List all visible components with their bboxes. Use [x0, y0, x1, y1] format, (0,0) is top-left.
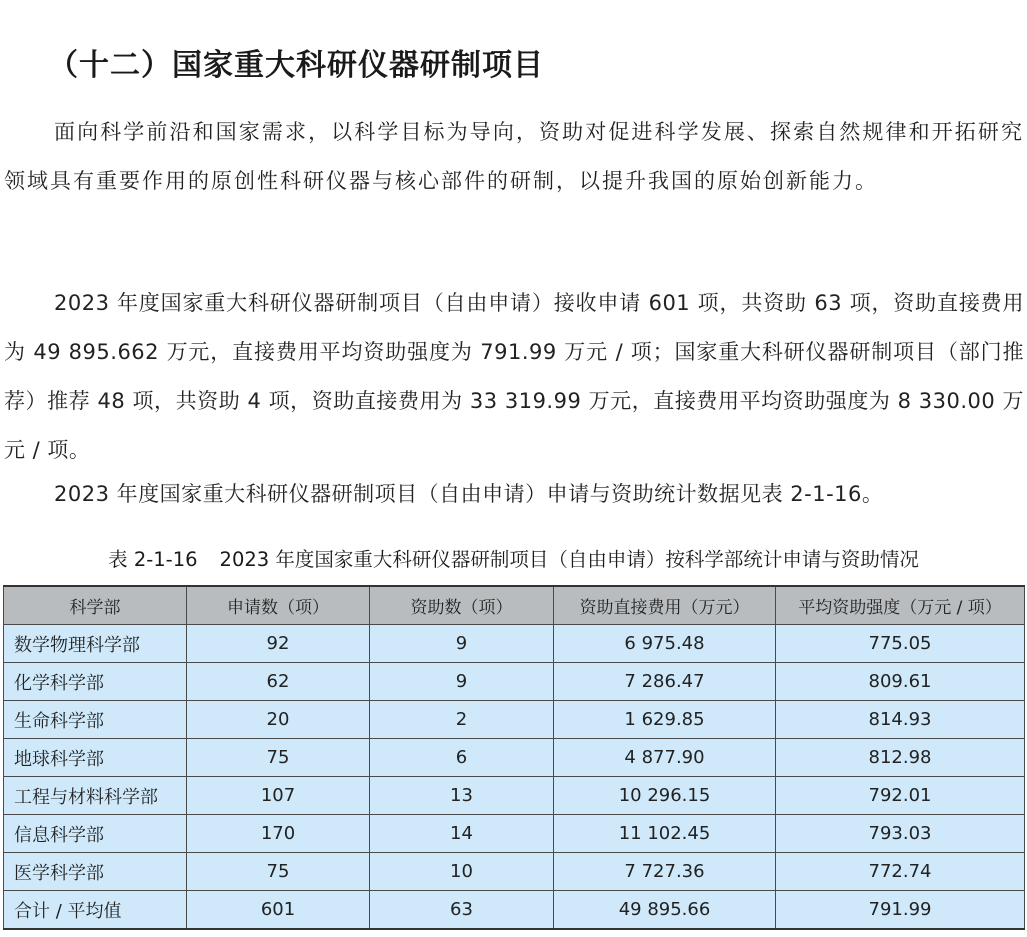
direct-cost-cell: 7 286.47: [554, 663, 776, 701]
department-cell: 地球科学部: [4, 739, 187, 777]
department-cell: 合计 / 平均值: [4, 891, 187, 930]
direct-cost-cell: 10 296.15: [554, 777, 776, 815]
direct-cost-cell: 4 877.90: [554, 739, 776, 777]
funded-cell: 13: [370, 777, 554, 815]
department-cell: 信息科学部: [4, 815, 187, 853]
funded-cell: 9: [370, 625, 554, 663]
table-row: [4, 663, 1025, 701]
department-cell: 化学科学部: [4, 663, 187, 701]
table-caption-title: 2023 年度国家重大科研仪器研制项目（自由申请）按科学部统计申请与资助情况: [219, 548, 919, 571]
table-row: [4, 777, 1025, 815]
intro-paragraph: 面向科学前沿和国家需求，以科学目标为导向，资助对促进科学发展、探索自然规律和开拓研究领域具有重要作用的原创性科研仪器与核心部件的研制，以提升我国的原始创新能力。: [4, 120, 1024, 193]
average-intensity-cell: 792.01: [776, 777, 1025, 815]
table-caption-number: 表 2-1-16: [108, 548, 198, 571]
section-heading: （十二）国家重大科研仪器研制项目: [48, 48, 544, 83]
funded-cell: 2: [370, 701, 554, 739]
direct-cost-cell: 6 975.48: [554, 625, 776, 663]
applications-cell: 75: [187, 853, 370, 891]
applications-cell: 601: [187, 891, 370, 930]
table-row: [4, 701, 1025, 739]
funding-summary-paragraph: 2023 年度国家重大科研仪器研制项目（自由申请）接收申请 601 项，共资助 63 项，资助直接费用为 49 895.662 万元，直接费用平均资助强度为 791.99 万元 / 项；国家重大科研仪器研制项目（部门推荐）推荐 48 项，共资助 4 项，资助直接费用为 33 319.99 万元，直接费用平均资助强度为 8 330.00 万元 / 项。: [4, 291, 1024, 462]
average-intensity-cell: 772.74: [776, 853, 1025, 891]
direct-cost-cell: 11 102.45: [554, 815, 776, 853]
applications-cell: 62: [187, 663, 370, 701]
column-header: 资助直接费用（万元）: [554, 586, 776, 625]
funded-cell: 10: [370, 853, 554, 891]
direct-cost-cell: 1 629.85: [554, 701, 776, 739]
funded-cell: 14: [370, 815, 554, 853]
department-cell: 生命科学部: [4, 701, 187, 739]
funded-cell: 6: [370, 739, 554, 777]
average-intensity-cell: 775.05: [776, 625, 1025, 663]
average-intensity-cell: 809.61: [776, 663, 1025, 701]
table-row: [4, 815, 1025, 853]
statistics-table: [3, 585, 1025, 930]
column-header: 资助数（项）: [370, 586, 554, 625]
department-cell: 工程与材料科学部: [4, 777, 187, 815]
department-cell: 医学科学部: [4, 853, 187, 891]
column-header: 科学部: [4, 586, 187, 625]
table-row: [4, 739, 1025, 777]
funded-cell: 9: [370, 663, 554, 701]
column-header: 申请数（项）: [187, 586, 370, 625]
applications-cell: 170: [187, 815, 370, 853]
applications-cell: 92: [187, 625, 370, 663]
department-cell: 数学物理科学部: [4, 625, 187, 663]
table-row: [4, 853, 1025, 891]
average-intensity-cell: 793.03: [776, 815, 1025, 853]
average-intensity-cell: 814.93: [776, 701, 1025, 739]
applications-cell: 20: [187, 701, 370, 739]
column-header: 平均资助强度（万元 / 项）: [776, 586, 1025, 625]
funded-cell: 63: [370, 891, 554, 930]
table-header-row: [4, 586, 1025, 625]
table-total-row: [4, 891, 1025, 930]
table-reference-paragraph: 2023 年度国家重大科研仪器研制项目（自由申请）申请与资助统计数据见表 2-1-16。: [54, 482, 884, 506]
average-intensity-cell: 812.98: [776, 739, 1025, 777]
table-caption: [0, 544, 1027, 572]
direct-cost-cell: 7 727.36: [554, 853, 776, 891]
applications-cell: 107: [187, 777, 370, 815]
direct-cost-cell: 49 895.66: [554, 891, 776, 930]
average-intensity-cell: 791.99: [776, 891, 1025, 930]
table-row: [4, 625, 1025, 663]
applications-cell: 75: [187, 739, 370, 777]
